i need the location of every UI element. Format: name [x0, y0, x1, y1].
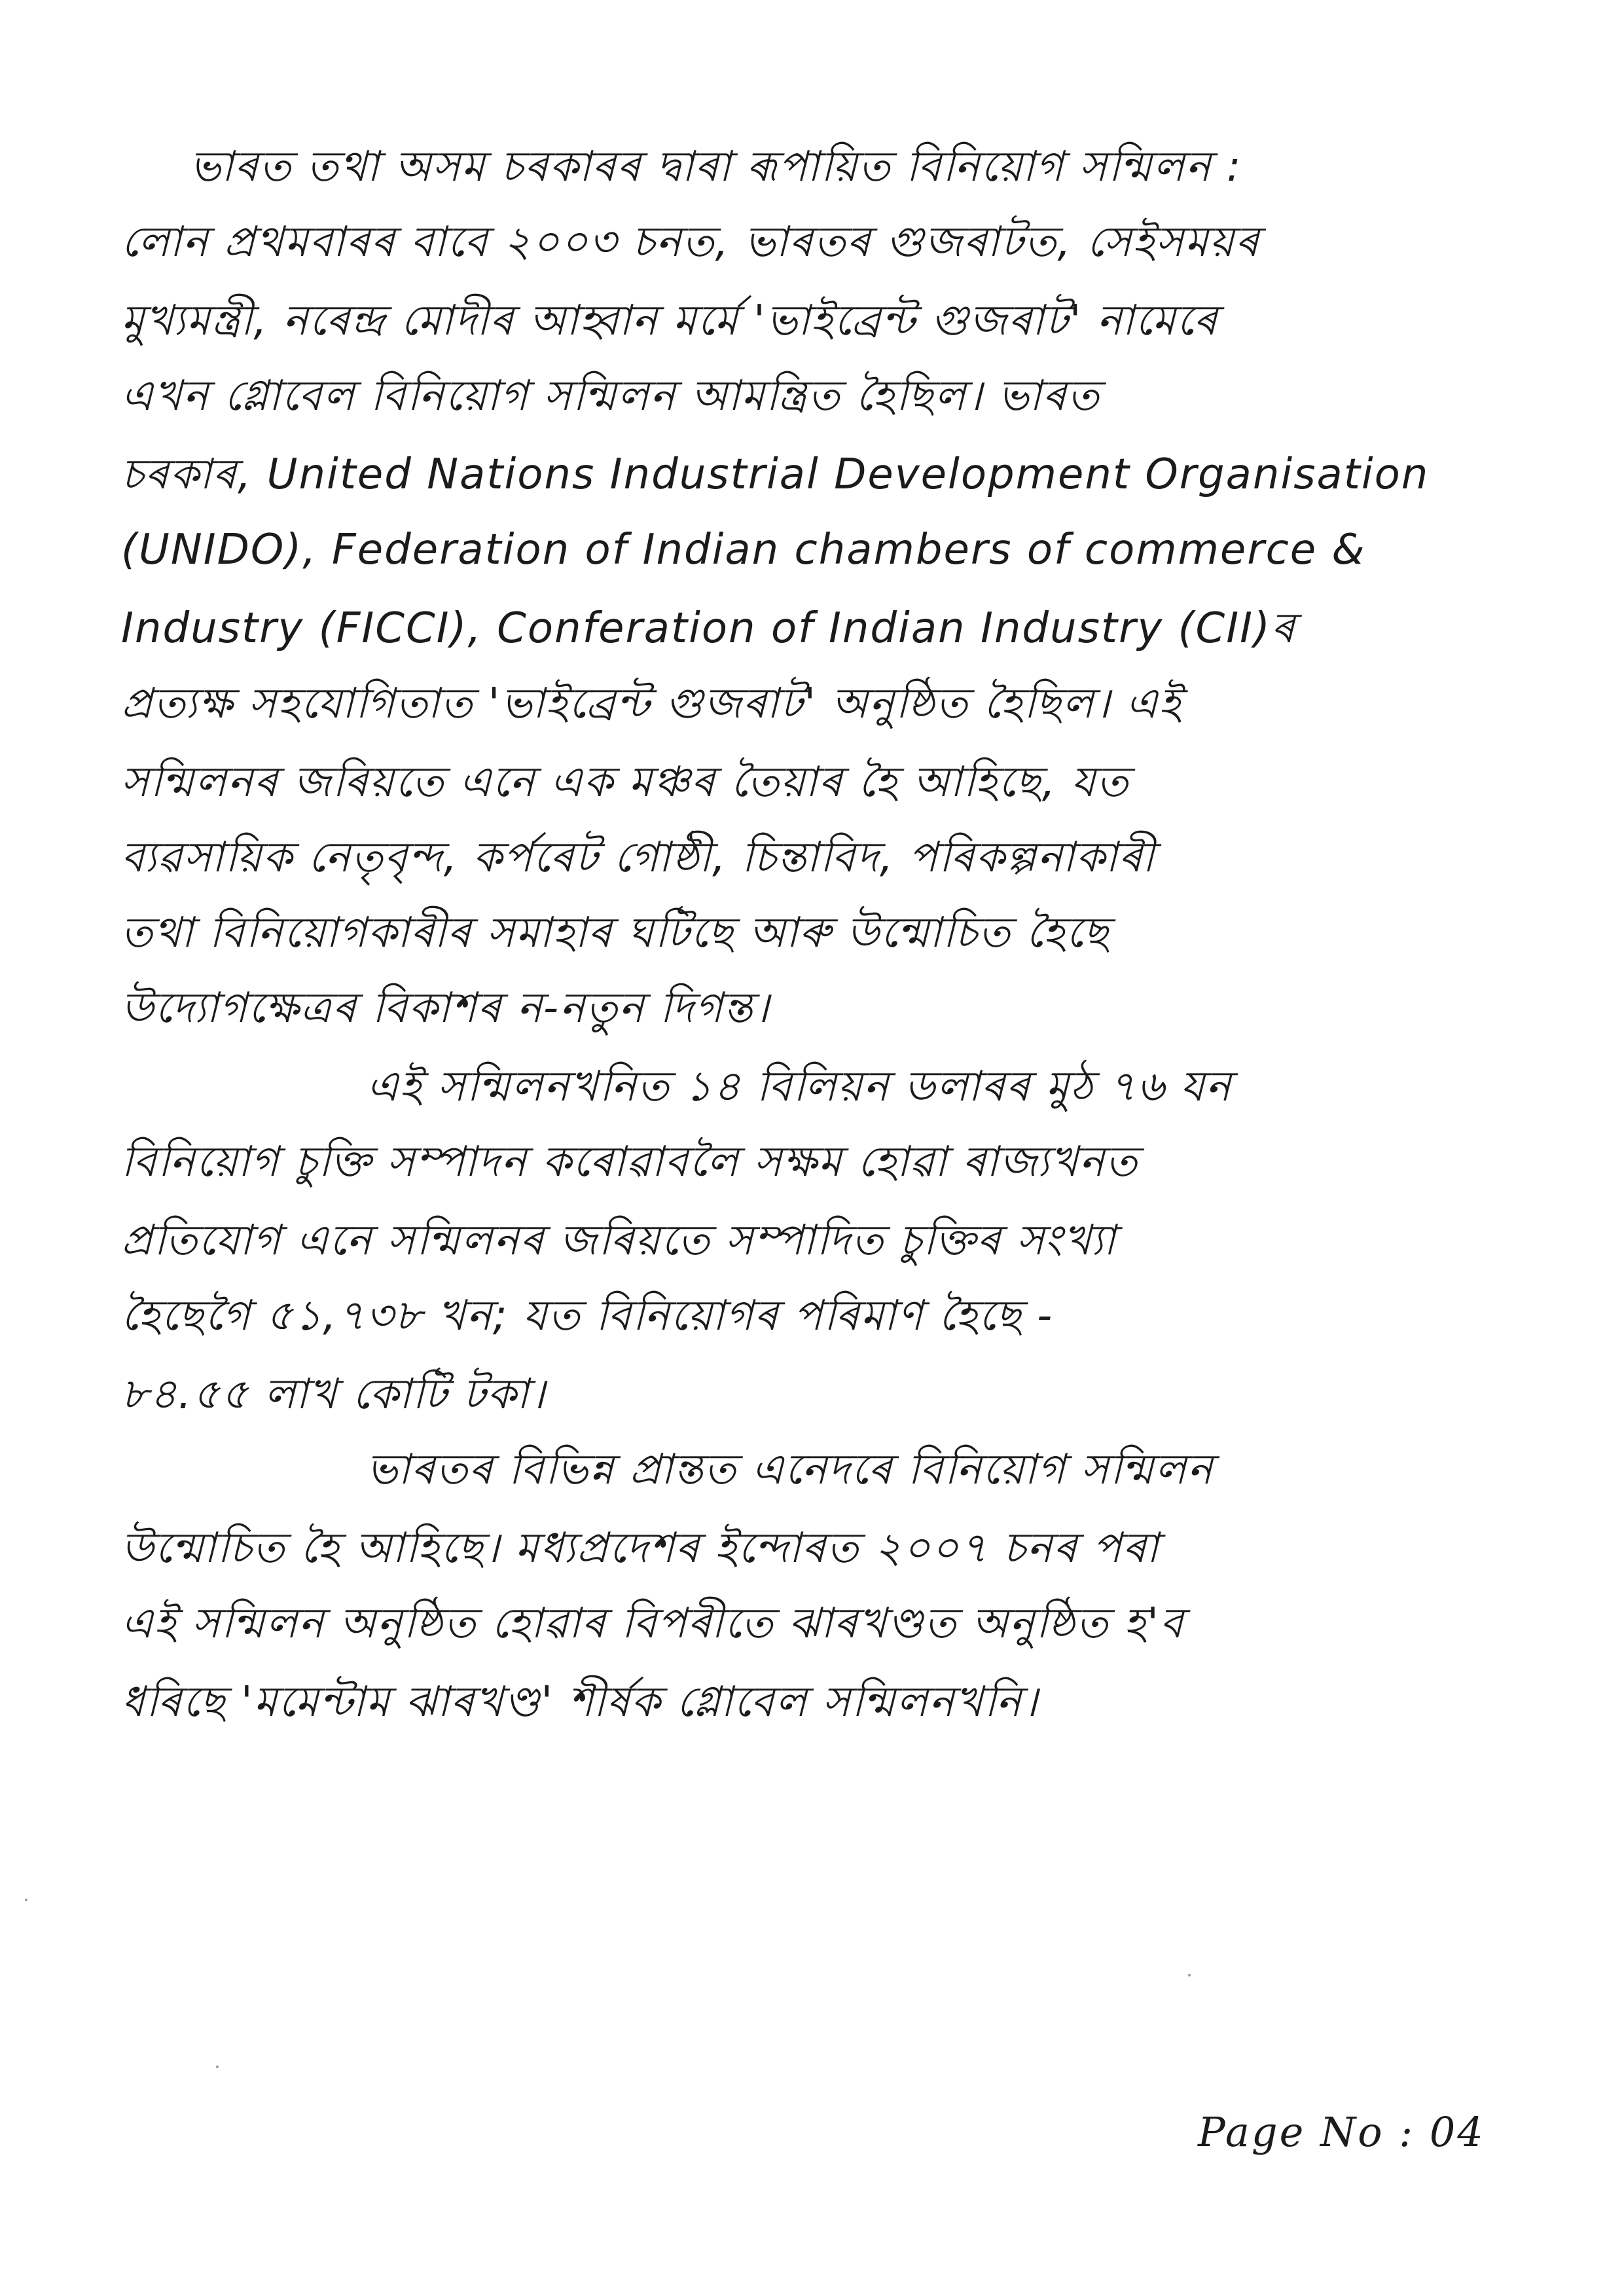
text-line: ধৰিছে 'মমেন্টাম ঝাৰখণ্ড' শীৰ্ষক গ্লোবেল সন্মিলনখনি।	[121, 1678, 1039, 1726]
text-line: প্ৰতিযোগ এনে সন্মিলনৰ জৰিয়তে সম্পাদিত চুক্তিৰ সংখ্যা	[121, 1216, 1117, 1265]
page-number: Page No : 04	[1198, 2108, 1485, 2156]
text-line: Industry (FICCI), Conferation of Indian Industry (CII)ৰ	[121, 604, 1296, 653]
text-line: সন্মিলনৰ জৰিয়তে এনে এক মঞ্চৰ তৈয়াৰ হৈ আহিছে, যত	[121, 758, 1130, 807]
text-line: ব্যৱসায়িক নেতৃবৃন্দ, কৰ্পৰেট গোষ্ঠী, চিন্তাবিদ, পৰিকল্পনাকাৰী	[121, 833, 1156, 882]
scan-speck	[25, 1899, 27, 1901]
scan-speck	[216, 2066, 219, 2068]
text-line: উদ্যোগক্ষেত্ৰৰ বিকাশৰ ন-নতুন দিগন্ত।	[121, 984, 770, 1032]
text-line: তথা বিনিয়োগকাৰীৰ সমাহাৰ ঘটিছে আৰু উন্মোচিত হৈছে	[121, 909, 1110, 957]
text-line: ৮৪.৫৫ লাখ কোটি টকা।	[121, 1370, 547, 1419]
text-line: লোন প্ৰথমবাৰৰ বাবে ২০০৩ চনত, ভাৰতৰ গুজৰাটত, সেইসময়ৰ	[121, 218, 1261, 266]
text-line: (UNIDO), Federation of Indian chambers of commerce &	[121, 526, 1366, 574]
text-line: ভাৰতৰ বিভিন্ন প্ৰান্তত এনেদৰে বিনিয়োগ সন্মিলন	[367, 1446, 1214, 1494]
text-line: এখন গ্লোবেল বিনিয়োগ সন্মিলন আমন্ত্ৰিত হৈছিল। ভাৰত	[121, 372, 1100, 420]
text-line: এই সন্মিলনখনিত ১৪ বিলিয়ন ডলাৰৰ মুঠ ৭৬ যন	[367, 1063, 1233, 1111]
text-line: উন্মোচিত হৈ আহিছে। মধ্যপ্ৰদেশৰ ইন্দোৰত ২০০৭ চনৰ পৰা	[121, 1524, 1160, 1573]
text-line: প্ৰত্যক্ষ সহযোগিতাত 'ভাইব্ৰেন্ট গুজৰাট' অনুষ্ঠিত হৈছিল। এই	[121, 680, 1182, 728]
text-line: মুখ্যমন্ত্ৰী, নৰেন্দ্ৰ মোদীৰ আহ্বান মৰ্মে 'ভাইব্ৰেন্ট গুজৰাট' নামেৰে	[121, 297, 1219, 345]
text-line: বিনিয়োগ চুক্তি সম্পাদন কৰোৱাবলৈ সক্ষম হোৱা ৰাজ্যখনত	[121, 1138, 1139, 1186]
scan-speck	[1188, 1974, 1191, 1977]
text-line: হৈছেগৈ ৫১,৭৩৮ খন; যত বিনিয়োগৰ পৰিমাণ হৈছে -	[121, 1292, 1054, 1340]
text-line: ভাৰত তথা অসম চৰকাৰৰ দ্বাৰা ৰূপায়িত বিনিয়োগ সন্মিলন :	[190, 143, 1242, 191]
text-line: এই সন্মিলন অনুষ্ঠিত হোৱাৰ বিপৰীতে ঝাৰখণ্ডত অনুষ্ঠিত হ'ব	[121, 1599, 1185, 1648]
text-line: চৰকাৰ, United Nations Industrial Development Organisation	[121, 450, 1430, 499]
